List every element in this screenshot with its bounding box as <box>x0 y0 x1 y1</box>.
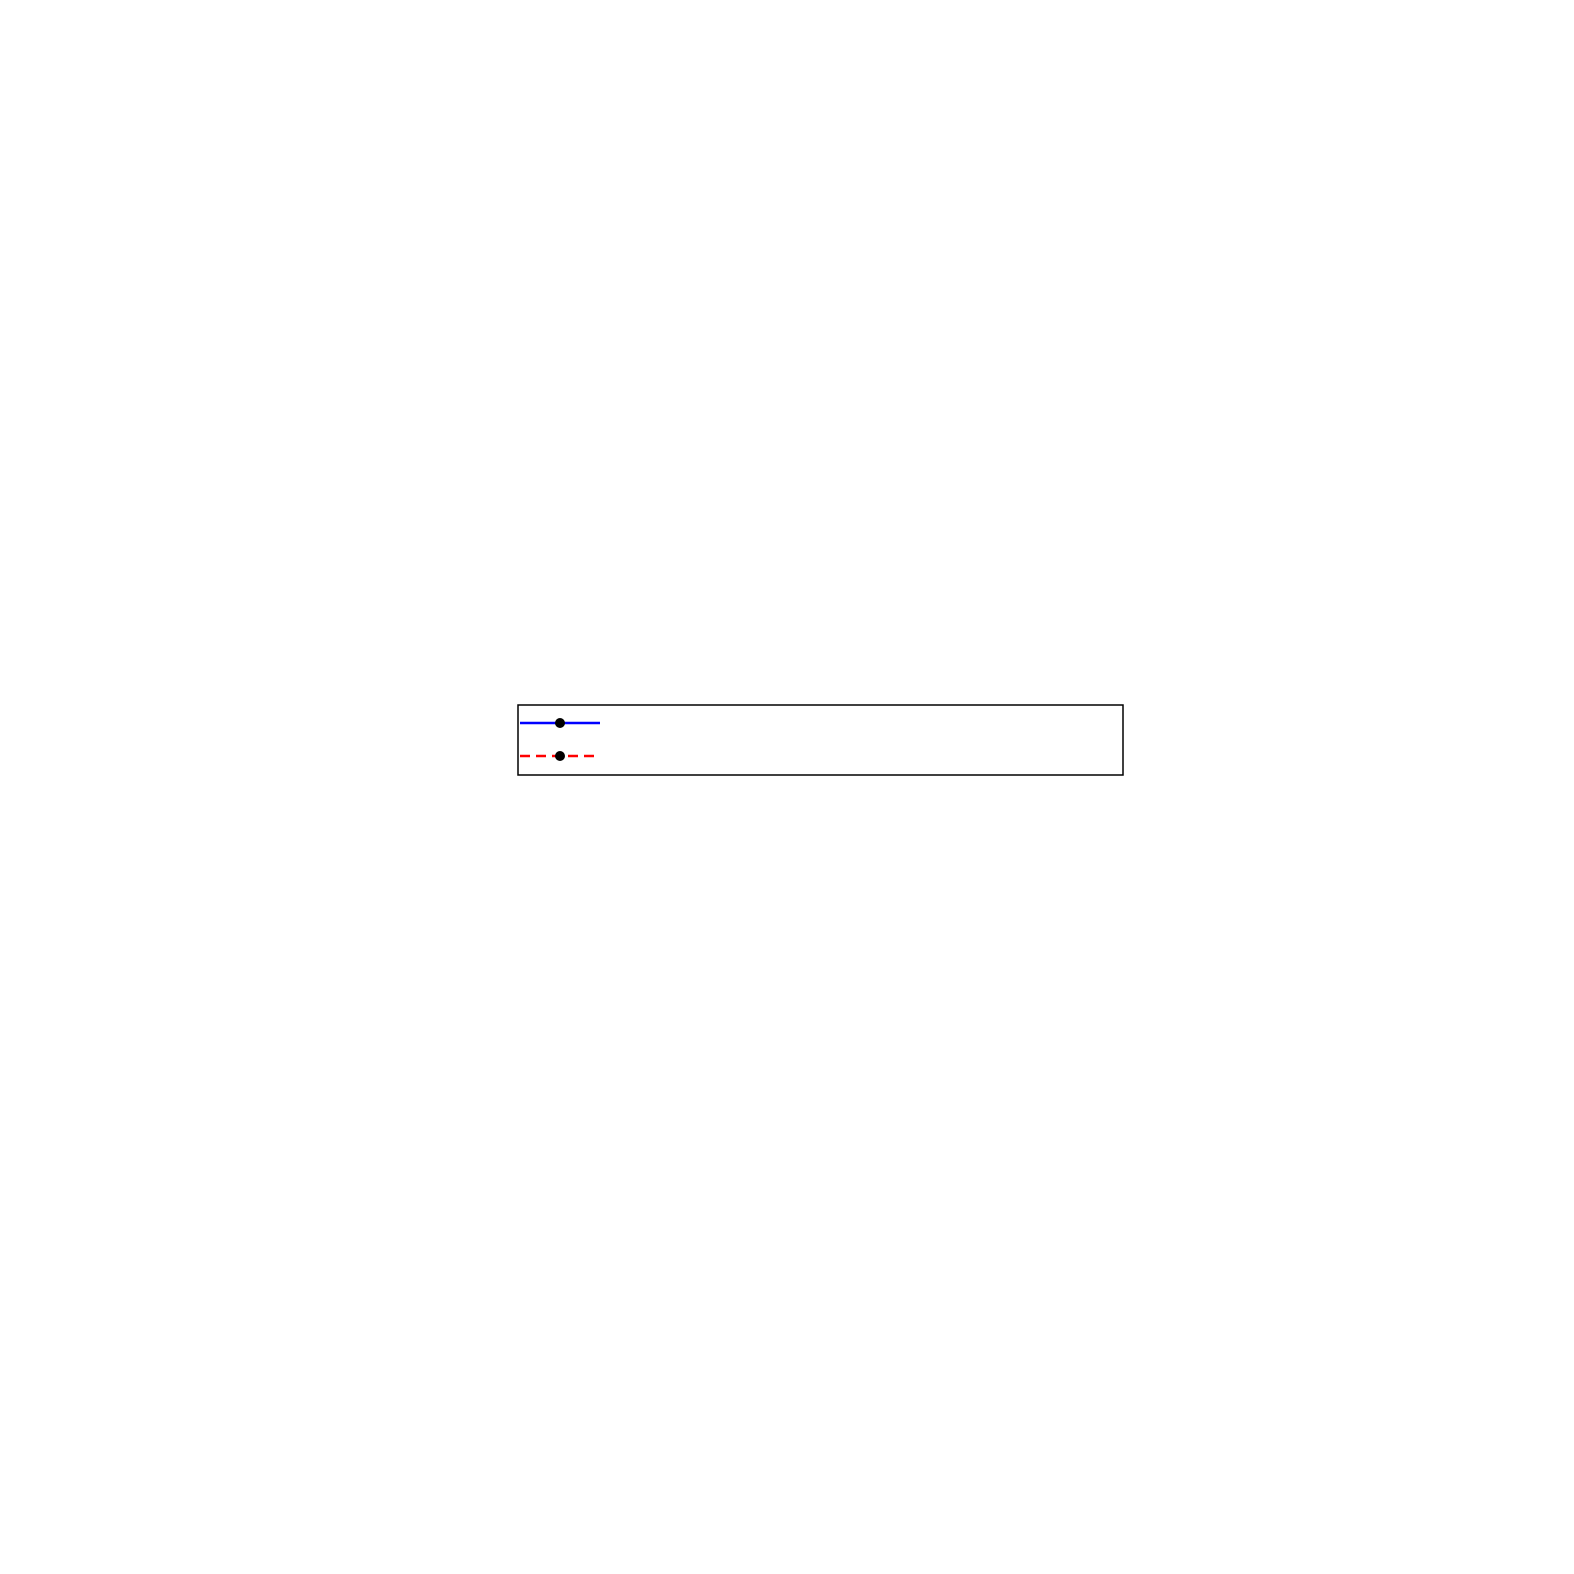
legend-box <box>518 705 1123 775</box>
legend <box>518 705 1123 775</box>
legend-marker-arm <box>555 718 565 728</box>
legend-marker-model <box>555 751 565 761</box>
